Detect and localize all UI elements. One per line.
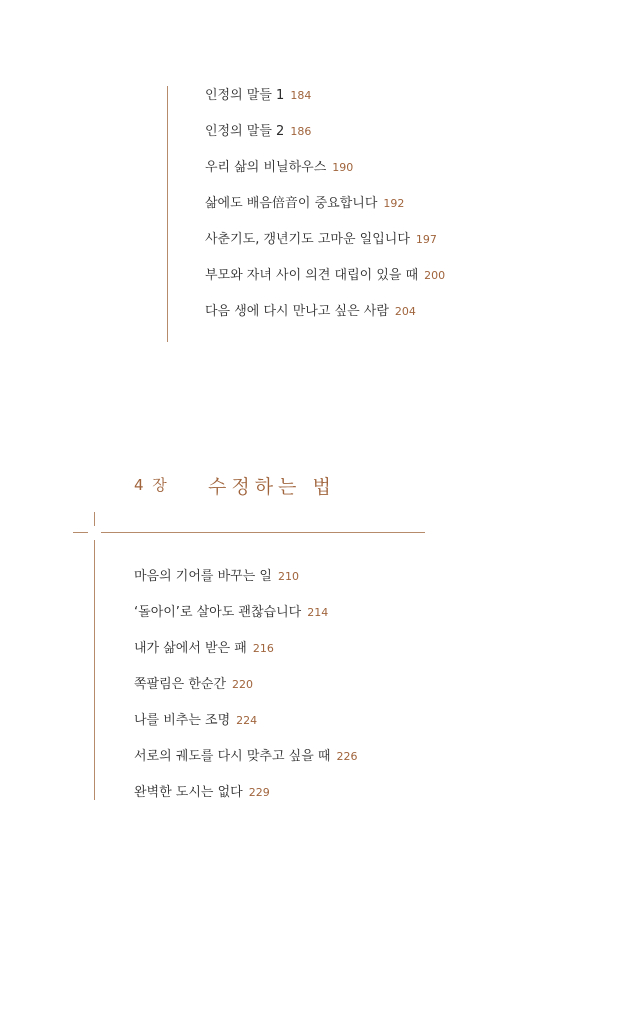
toc-entry-page: 192: [383, 197, 405, 210]
toc-entry-title: 마음의 기어를 바꾸는 일: [134, 569, 272, 584]
toc-entry-title: 나를 비추는 조명: [134, 713, 231, 728]
toc-entry-page: 226: [336, 750, 358, 763]
toc-entry-page: 184: [290, 89, 312, 102]
toc-entry-page: 229: [248, 786, 270, 799]
toc-entry-title: 다음 생에 다시 만나고 싶은 사람: [205, 304, 389, 319]
toc-entry-title: 인정의 말들 2: [205, 124, 285, 139]
toc-entry-title: 부모와 자녀 사이 의견 대립이 있을 때: [205, 268, 419, 283]
toc-entry[interactable]: [134, 676, 253, 694]
toc-entry-title: 우리 삶의 비닐하우스: [205, 160, 327, 175]
toc-entry-title: 인정의 말들 1: [205, 88, 285, 103]
toc-entry-page: 214: [307, 606, 329, 619]
toc-entry[interactable]: [134, 604, 328, 622]
toc-entry-page: 220: [232, 678, 254, 691]
toc-entry-page: 204: [394, 305, 416, 318]
toc-entry[interactable]: [134, 640, 274, 658]
toc-entry-title: 내가 삶에서 받은 패: [134, 641, 247, 656]
toc-entry-page: 190: [332, 161, 354, 174]
chapter-horizontal-rule: [101, 532, 425, 533]
chapter-number: 4 장: [134, 476, 169, 494]
chapter-horizontal-rule-left: [73, 532, 88, 533]
toc-entry[interactable]: [205, 267, 445, 285]
toc-entry[interactable]: [205, 87, 311, 105]
toc-entry[interactable]: [205, 195, 404, 213]
toc-entry-title: 완벽한 도시는 없다: [134, 785, 243, 800]
toc-entry-title: 서로의 궤도를 다시 맞추고 싶을 때: [134, 749, 331, 764]
toc-entry-title: 삶에도 배음倍音이 중요합니다: [205, 196, 378, 211]
toc-entry[interactable]: [205, 123, 311, 141]
toc-entry-page: 186: [290, 125, 312, 138]
toc-entry[interactable]: [134, 748, 357, 766]
toc-entry[interactable]: [134, 712, 257, 730]
toc-entry-page: 197: [415, 233, 437, 246]
toc-entry-title: 쪽팔림은 한순간: [134, 677, 227, 692]
chapter-title: 수정하는 법: [208, 476, 336, 498]
toc-entry-title: 사춘기도, 갱년기도 고마운 일입니다: [205, 232, 410, 247]
toc-vertical-rule-chapter: [94, 540, 95, 800]
toc-entry[interactable]: [134, 568, 299, 586]
toc-entry[interactable]: [134, 784, 270, 802]
toc-entry[interactable]: [205, 231, 437, 249]
toc-entry-page: 200: [424, 269, 446, 282]
toc-entry-title: ‘돌아이’로 살아도 괜찮습니다: [134, 605, 302, 620]
toc-entry-page: 210: [277, 570, 299, 583]
toc-entry[interactable]: [205, 159, 353, 177]
toc-entry-page: 224: [236, 714, 258, 727]
toc-vertical-rule-top: [167, 86, 168, 342]
chapter-tick-mark: [94, 512, 95, 526]
toc-entry[interactable]: [205, 303, 416, 321]
toc-entry-page: 216: [252, 642, 274, 655]
